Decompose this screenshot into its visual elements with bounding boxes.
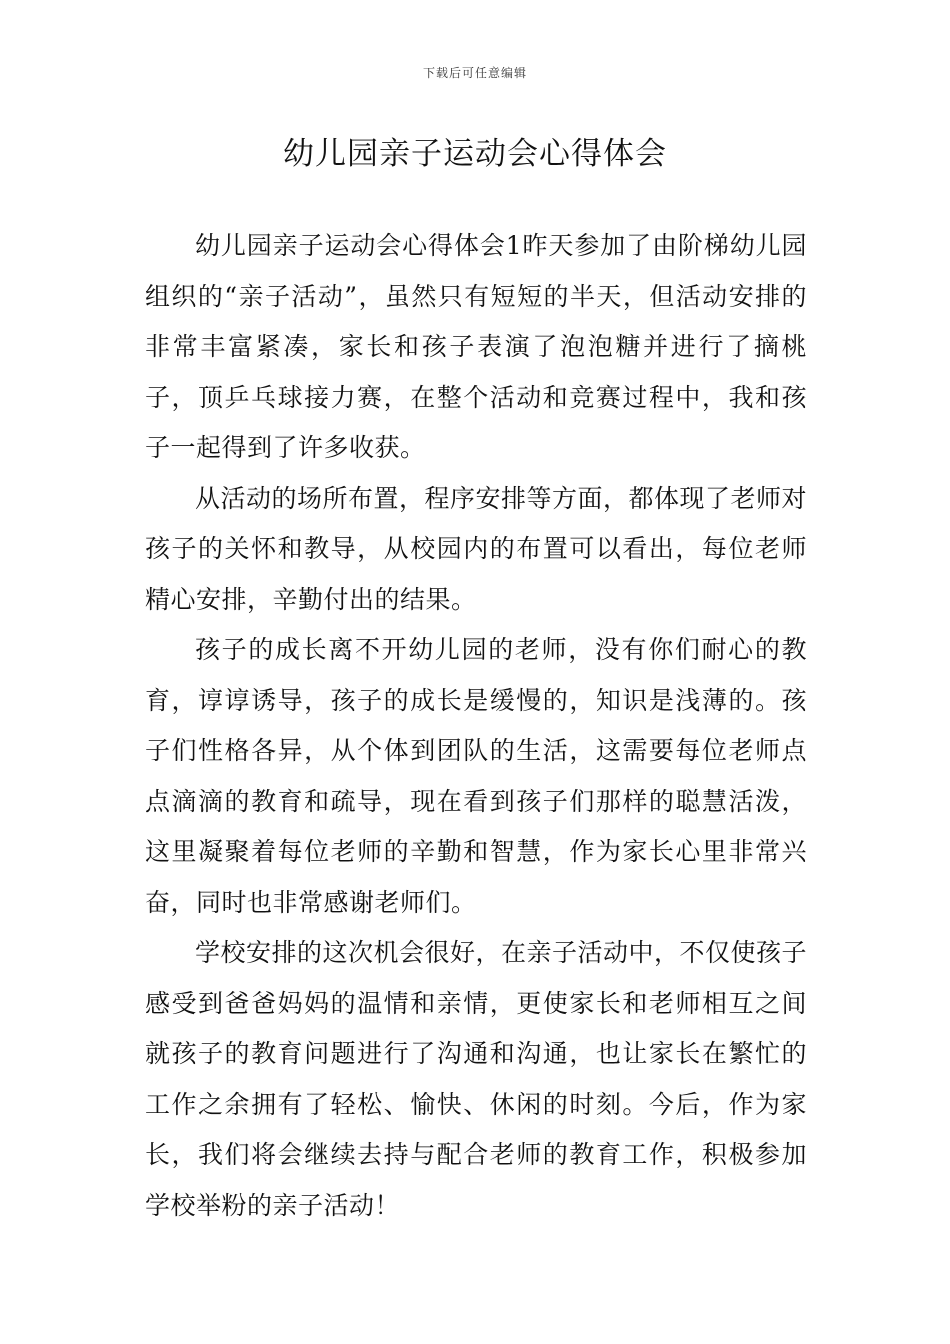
- document-body: [145, 221, 807, 1231]
- paragraph-1: 幼儿园亲子运动会心得体会1昨天参加了由阶梯幼儿园组织的“亲子活动”，虽然只有短短的半天，但活动安排的非常丰富紧凑，家长和孩子表演了泡泡糖并进行了摘桃子，顶乒乓球接力赛，在整个活动和竞赛过程中，我和孩子一起得到了许多收获。: [145, 231, 807, 462]
- paragraph-2: 从活动的场所布置，程序安排等方面，都体现了老师对孩子的关怀和教导，从校园内的布置可以看出，每位老师精心安排，辛勤付出的结果。: [145, 483, 808, 614]
- header-note: 下载后可任意编辑: [422, 66, 527, 80]
- document-title: 幼儿园亲子运动会心得体会: [283, 136, 667, 172]
- paragraph-3: 孩子的成长离不开幼儿园的老师，没有你们耐心的教育，谆谆诱导，孩子的成长是缓慢的，知识是浅薄的。孩子们性格各异，从个体到团队的生活，这需要每位老师点点滴滴的教育和疏导，现在看到孩子们那样的聪慧活泼，这里凝聚着每位老师的辛勤和智慧，作为家长心里非常兴奋，同时也非常感谢老师们。: [145, 635, 807, 917]
- paragraph-4: 学校安排的这次机会很好，在亲子活动中，不仅使孩子感受到爸爸妈妈的温情和亲情，更使家长和老师相互之间就孩子的教育问题进行了沟通和沟通，也让家长在繁忙的工作之余拥有了轻松、愉快、休闲的时刻。今后，作为家长，我们将会继续去持与配合老师的教育工作，积极参加学校举粉的亲子活动！: [145, 938, 808, 1220]
